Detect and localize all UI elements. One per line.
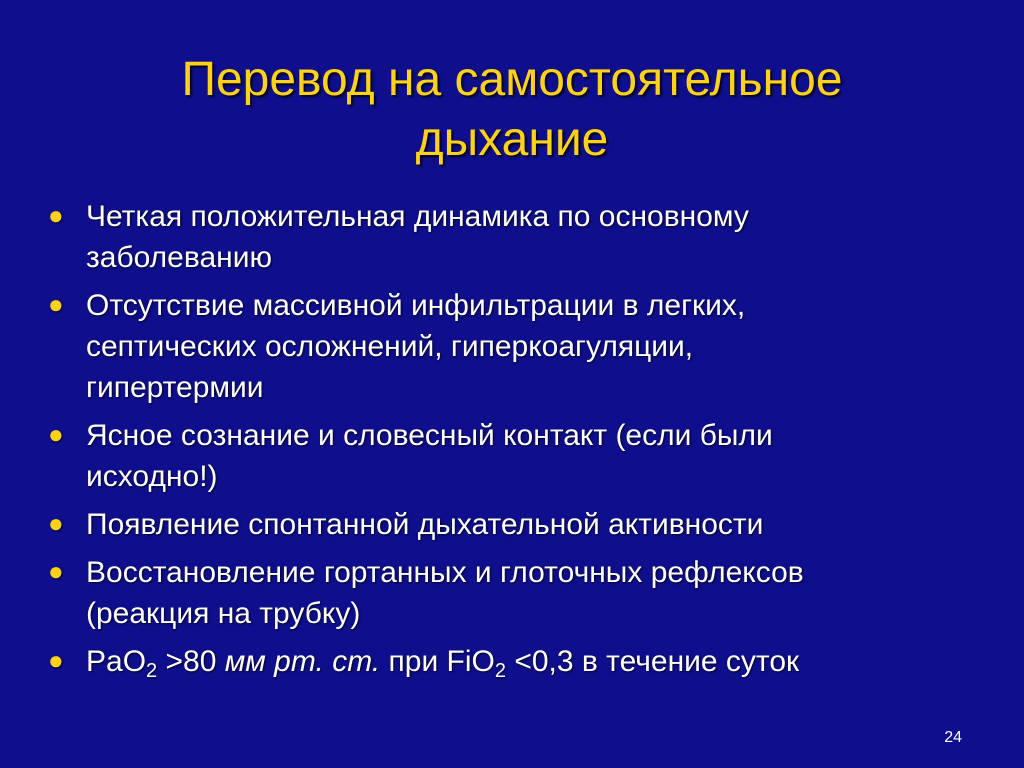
pao-threshold: >80 [157, 645, 225, 678]
bullet-item [48, 196, 968, 278]
bullet-line: исходно!) [86, 460, 218, 493]
bullet-text [86, 641, 968, 686]
bullet-line: септических осложнений, гиперкоагуляции, [86, 330, 694, 363]
bullet-line: Отсутствие массивной инфильтрации в легких, [86, 289, 746, 322]
bullet-line: заболеванию [86, 241, 272, 274]
bullet-dot-icon: ● [48, 645, 64, 675]
bullet-dot-icon: ● [48, 419, 64, 449]
bullet-item-pao2 [48, 641, 968, 686]
bullet-text [86, 196, 968, 278]
bullet-line: гипертермии [86, 371, 264, 404]
bullet-line: Четкая положительная динамика по основному [86, 200, 749, 233]
bullet-text [86, 504, 968, 545]
pao-label: PaO [86, 645, 147, 678]
bullet-item [48, 504, 968, 545]
bullet-list [48, 196, 968, 693]
pressure-units: мм рт. ст. [224, 645, 381, 678]
bullet-dot-icon: ● [48, 200, 64, 230]
slide-title [60, 50, 964, 170]
bullet-text [86, 552, 968, 634]
bullet-text [86, 415, 968, 497]
bullet-item [48, 285, 968, 408]
bullet-item [48, 552, 968, 634]
bullet-line: Ясное сознание и словесный контакт (если были [86, 419, 773, 452]
bullet-line: Появление спонтанной дыхательной активности [86, 508, 764, 541]
fio-label: при FiO [380, 645, 495, 678]
bullet-dot-icon: ● [48, 508, 64, 538]
bullet-text [86, 285, 968, 408]
bullet-dot-icon: ● [48, 556, 64, 586]
bullet-line: (реакция на трубку) [86, 597, 361, 630]
bullet-line: Восстановление гортанных и глоточных рефлексов [86, 556, 804, 589]
page-number: 24 [944, 729, 962, 746]
pao-subscript: 2 [146, 660, 158, 682]
bullet-item [48, 415, 968, 497]
bullet-dot-icon: ● [48, 289, 64, 319]
slide-title-line-1: Перевод на самостоятельное [181, 53, 843, 106]
bullet-line [86, 641, 968, 686]
fio-subscript: 2 [494, 660, 506, 682]
slide-title-line-2: дыхание [415, 113, 609, 166]
fio-condition: <0,3 в течение суток [506, 645, 800, 678]
